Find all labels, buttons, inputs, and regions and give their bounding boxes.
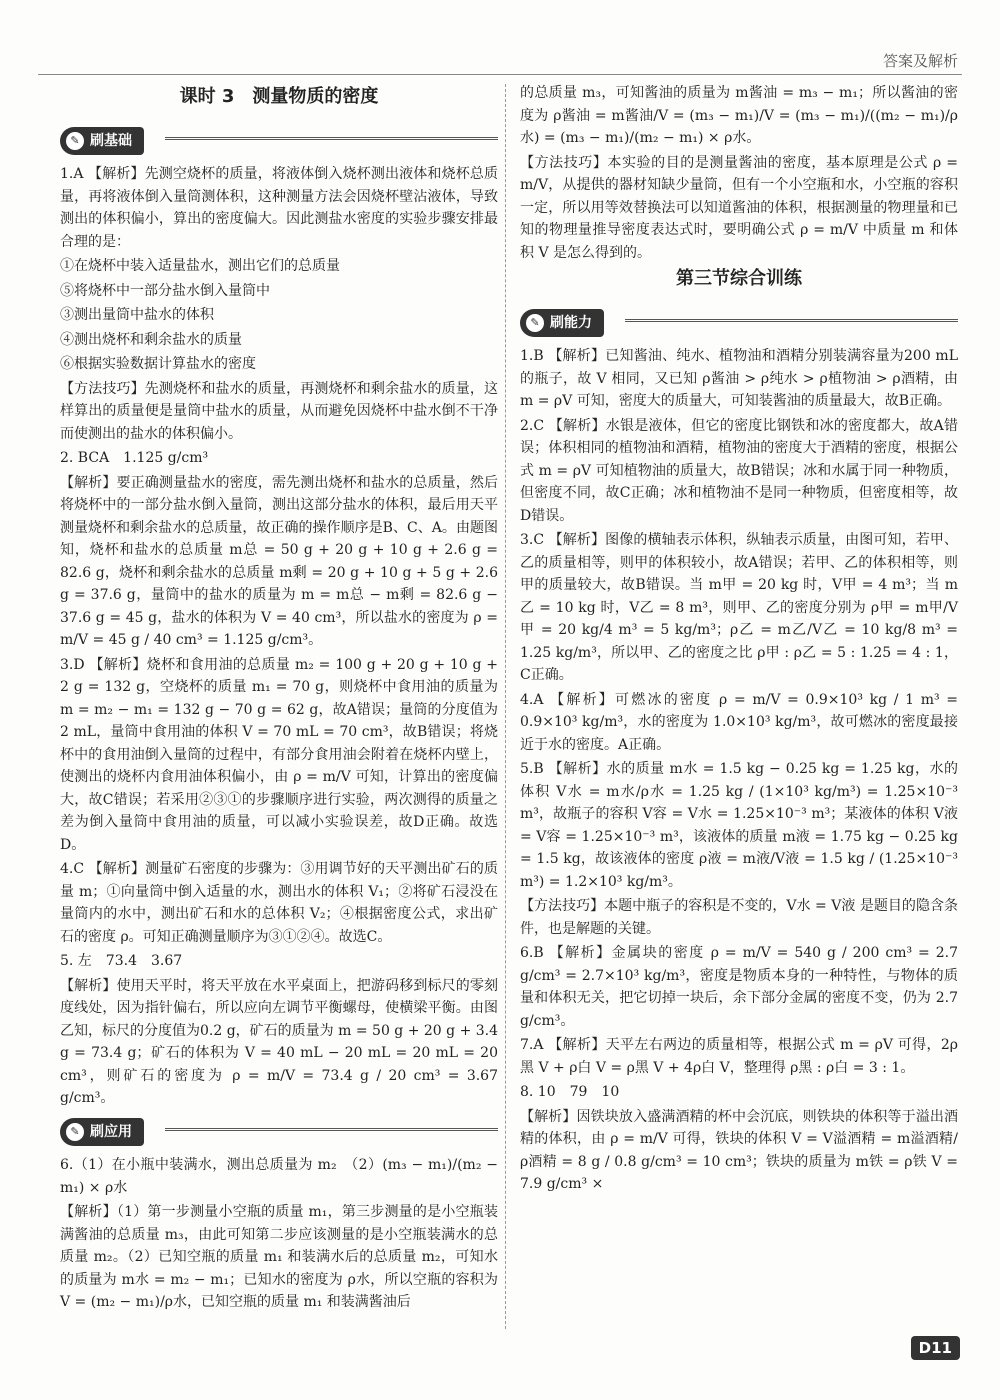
- answer-line: 【解析】因铁块放入盛满酒精的杯中会沉底，则铁块的体积等于溢出酒精的体积，由 ρ = m/V 可得，铁块的体积 V = V溢酒精 = m溢酒精/ρ酒精 = 8 g / 0.8 g/cm³ = 10 cm³；铁块的质量为 m铁 = ρ铁 V = 7.9 g/cm³ ×: [520, 1108, 958, 1192]
- answer-line: 【方法技巧】本题中瓶子的容积是不变的，V水 = V液 是题目的隐含条件，也是解题的关键。: [520, 898, 958, 937]
- answer-line: 1.B 【解析】已知酱油、纯水、植物油和酒精分别装满容量为200 mL的瓶子，故 V 相同，又已知 ρ酱油 > ρ纯水 > ρ植物油 > ρ酒精，由 m = ρV 可知，密度大的质量大，可知装酱油的质量最大，故B正确。: [520, 348, 958, 409]
- answer-line: 【解析】（1）第一步测量小空瓶的质量 m₁，第三步测量的是小空瓶装满酱油的总质量 m₃，由此可知第二步应该测量的是小空瓶装满水的总质量 m₂。（2）已知空瓶的质量 m₁ 和装满水后的总质量 m₂，可知水的质量为 m水 = m₂ − m₁；已知水的密度为 ρ水，所以空瓶的容积为 V = (m₂ − m₁)/ρ水，已知空瓶的质量 m₁ 和装满酱油后: [60, 1204, 498, 1310]
- answer-line: 4.A 【解析】可燃冰的密度 ρ = m/V = 0.9×10³ kg / 1 m³ = 0.9×10³ kg/m³，水的密度为 1.0×10³ kg/m³，故可燃冰的密度最接近于水的密度。A正确。: [520, 691, 958, 753]
- page-number: D11: [911, 1336, 960, 1360]
- answer-line: 8. 10 79 10: [520, 1084, 620, 1100]
- badge-ability: ✎ 刷能力: [520, 309, 604, 338]
- answer-line: 5.B 【解析】水的质量 m水 = 1.5 kg − 0.25 kg = 1.25 kg，水的体积 V水 = m水/ρ水 = 1.25 kg / (1×10³ kg/m³) = 1.25×10⁻³ m³，故瓶子的容积 V容 = V水 = 1.25×10⁻³ m³；某液体的体积 V液 = V容 = 1.25×10⁻³ m³，该液体的质量 m液 = 1.75 kg − 0.25 kg = 1.5 kg，故该液体的密度 ρ液 = m液/V液 = 1.5 kg / (1.25×10⁻³ m³) = 1.2×10³ kg/m³。: [520, 761, 958, 890]
- answer-line: 3.D 【解析】烧杯和食用油的总质量 m₂ = 100 g + 20 g + 10 g + 2 g = 132 g，空烧杯的质量 m₁ = 70 g，则烧杯中食用油的质量为 m = m₂ − m₁ = 132 g − 70 g = 62 g，故A错误；量筒的分度值为2 mL，量筒中食用油的体积 V = 70 mL = 70 cm³，故B错误；将烧杯中的食用油倒入量筒的过程中，有部分食用油会附着在烧杯内壁上，使测出的烧杯内食用油体积偏小，由 ρ = m/V 可知，计算出的密度偏大，故C错误；若采用②③①的步骤顺序进行实验，两次测得的质量之差为倒入量筒中食用油的质量，可以减小实验误差，故D正确。故选D。: [60, 656, 498, 853]
- section-basic: [60, 121, 498, 164]
- header-label: 答案及解析: [882, 52, 958, 70]
- section-title: 第三节综合训练: [676, 268, 802, 289]
- answer-line: 5. 左 73.4 3.67: [60, 953, 183, 969]
- answer-line: 的总质量 m₃，可知酱油的质量为 m酱油 = m₃ − m₁；所以酱油的密度为 ρ酱油 = m酱油/V = (m₃ − m₁)/V = (m₃ − m₁)/((m₂ − m₁)/ρ水) = (m₃ − m₁)/(m₂ − m₁) × ρ水。: [520, 85, 958, 146]
- pencil-icon: ✎: [526, 314, 544, 332]
- badge-apply: ✎ 刷应用: [60, 1118, 144, 1147]
- badge-basic: ✎ 刷基础: [60, 127, 144, 156]
- answer-line: 【解析】使用天平时，将天平放在水平桌面上，把游码移到标尺的零刻度线处，因为指针偏右，所以应向左调节平衡螺母，使横梁平衡。由图乙知，标尺的分度值为0.2 g，矿石的质量为 m = 50 g + 20 g + 3.4 g = 73.4 g；矿石的体积为 V = 40 mL − 20 mL = 20 mL = 20 cm³，则矿石的密度为 ρ = m/V = 73.4 g / 20 cm³ = 3.67 g/cm³。: [60, 977, 499, 1106]
- answer-line: 2. BCA 1.125 g/cm³: [60, 450, 209, 466]
- answer-line: 【方法技巧】本实验的目的是测量酱油的密度，基本原理是公式 ρ = m/V，从提供的器材知缺少量筒，但有一个小空瓶和水，小空瓶的容积一定，所以用等效替换法可以知道酱油的体积，根据测量的物理量和已知的物理量推导密度表达式时，要明确公式 ρ = m/V 中质量 m 和体积 V 是怎么得到的。: [520, 154, 958, 261]
- answer-line: 7.A 【解析】天平左右两边的质量相等，根据公式 m = ρV 可得，2ρ黑 V + ρ白 V = ρ黑 V + 4ρ白 V，整理得 ρ黑 : ρ白 = 3 : 1。: [520, 1037, 958, 1076]
- answer-line: 6.B 【解析】金属块的密度 ρ = m/V = 540 g / 200 cm³ = 2.7 g/cm³ = 2.7×10³ kg/m³，密度是物质本身的一种特性，与物体的质量和体积无关，把它切掉一块后，余下部分金属的密度不变，仍为 2.7 g/cm³。: [520, 945, 958, 1029]
- answer-line: 【方法技巧】先测烧杯和盐水的质量，再测烧杯和剩余盐水的质量，这样算出的质量便是量筒中盐水的质量，从而避免因烧杯中盐水倒不干净而使测出的盐水的体积偏小。: [60, 380, 498, 442]
- answer-line: 6.（1）在小瓶中装满水，测出总质量为 m₂ （2）(m₃ − m₁)/(m₂ − m₁) × ρ水: [60, 1157, 498, 1196]
- left-column: [60, 82, 498, 1316]
- answer-line: ④测出烧杯和剩余盐水的质量: [60, 331, 242, 348]
- pencil-icon: ✎: [66, 132, 84, 150]
- answer-line: ⑤将烧杯中一部分盐水倒入量筒中: [60, 282, 270, 299]
- section-apply: [60, 1112, 498, 1155]
- answer-line: ③测出量筒中盐水的体积: [60, 307, 214, 323]
- right-column: [520, 82, 958, 1198]
- answer-line: 【解析】要正确测量盐水的密度，需先测出烧杯和盐水的总质量，然后将烧杯中的一部分盐水倒入量筒，测出这部分盐水的体积，最后用天平测量烧杯和剩余盐水的总质量，故正确的操作顺序是B、C、A。由题图知，烧杯和盐水的总质量 m总 = 50 g + 20 g + 10 g + 2.6 g = 82.6 g，烧杯和剩余盐水的总质量 m剩 = 20 g + 10 g + 5 g + 2.6 g = 37.6 g，量筒中的盐水的质量为 m = m总 − m剩 = 82.6 g − 37.6 g = 45 g，盐水的体积为 V = 40 cm³，所以盐水的密度为 ρ = m/V = 45 g / 40 cm³ = 1.125 g/cm³。: [60, 474, 498, 648]
- header-rule: [38, 74, 962, 75]
- answer-line: ⑥根据实验数据计算盐水的密度: [60, 356, 256, 372]
- section-ability: [520, 303, 958, 346]
- answer-line: 1.A 【解析】先测空烧杯的质量，将液体倒入烧杯测出液体和烧杯总质量，再将液体倒入量筒测体积，这种测量方法会因烧杯壁沾液体，导致测出的体积偏小，算出的密度偏大。因此测盐水密度的实验步骤安排最合理的是：: [60, 166, 498, 250]
- answer-line: ①在烧杯中装入适量盐水，测出它们的总质量: [60, 258, 340, 274]
- lesson-title: 课时 3 测量物质的密度: [179, 86, 379, 107]
- answer-line: 2.C 【解析】水银是液体，但它的密度比钢铁和冰的密度都大，故A错误；体积相同的植物油和酒精，植物油的密度大于酒精的密度，根据公式 m = ρV 可知植物油的质量大，故B错误；冰和水属于同一种物质，但密度不同，故C正确；冰和植物油不是同一种物质，但密度相等，故D错误。: [520, 417, 958, 524]
- answer-line: 4.C 【解析】测量矿石密度的步骤为：③用调节好的天平测出矿石的质量 m；①向量筒中倒入适量的水，测出水的体积 V₁；②将矿石浸没在量筒内的水中，测出矿石和水的总体积 V₂；④根据密度公式，求出矿石的密度 ρ。可知正确测量顺序为③①②④。故选C。: [60, 861, 498, 945]
- column-divider: [505, 84, 506, 1329]
- pencil-icon: ✎: [66, 1123, 84, 1141]
- answer-line: 3.C 【解析】图像的横轴表示体积，纵轴表示质量，由图可知，若甲、乙的质量相等，则甲的体积较小，故A错误；若甲、乙的体积相等，则甲的质量较大，故B错误。当 m甲 = 20 kg 时，V甲 = 4 m³；当 m乙 = 10 kg 时，V乙 = 8 m³，则甲、乙的密度分别为 ρ甲 = m甲/V甲 = 20 kg/4 m³ = 5 kg/m³；ρ乙 = m乙/V乙 = 10 kg/8 m³ = 1.25 kg/m³，所以甲、乙的密度之比 ρ甲 : ρ乙 = 5 : 1.25 = 4 : 1，C正确。: [520, 532, 958, 683]
